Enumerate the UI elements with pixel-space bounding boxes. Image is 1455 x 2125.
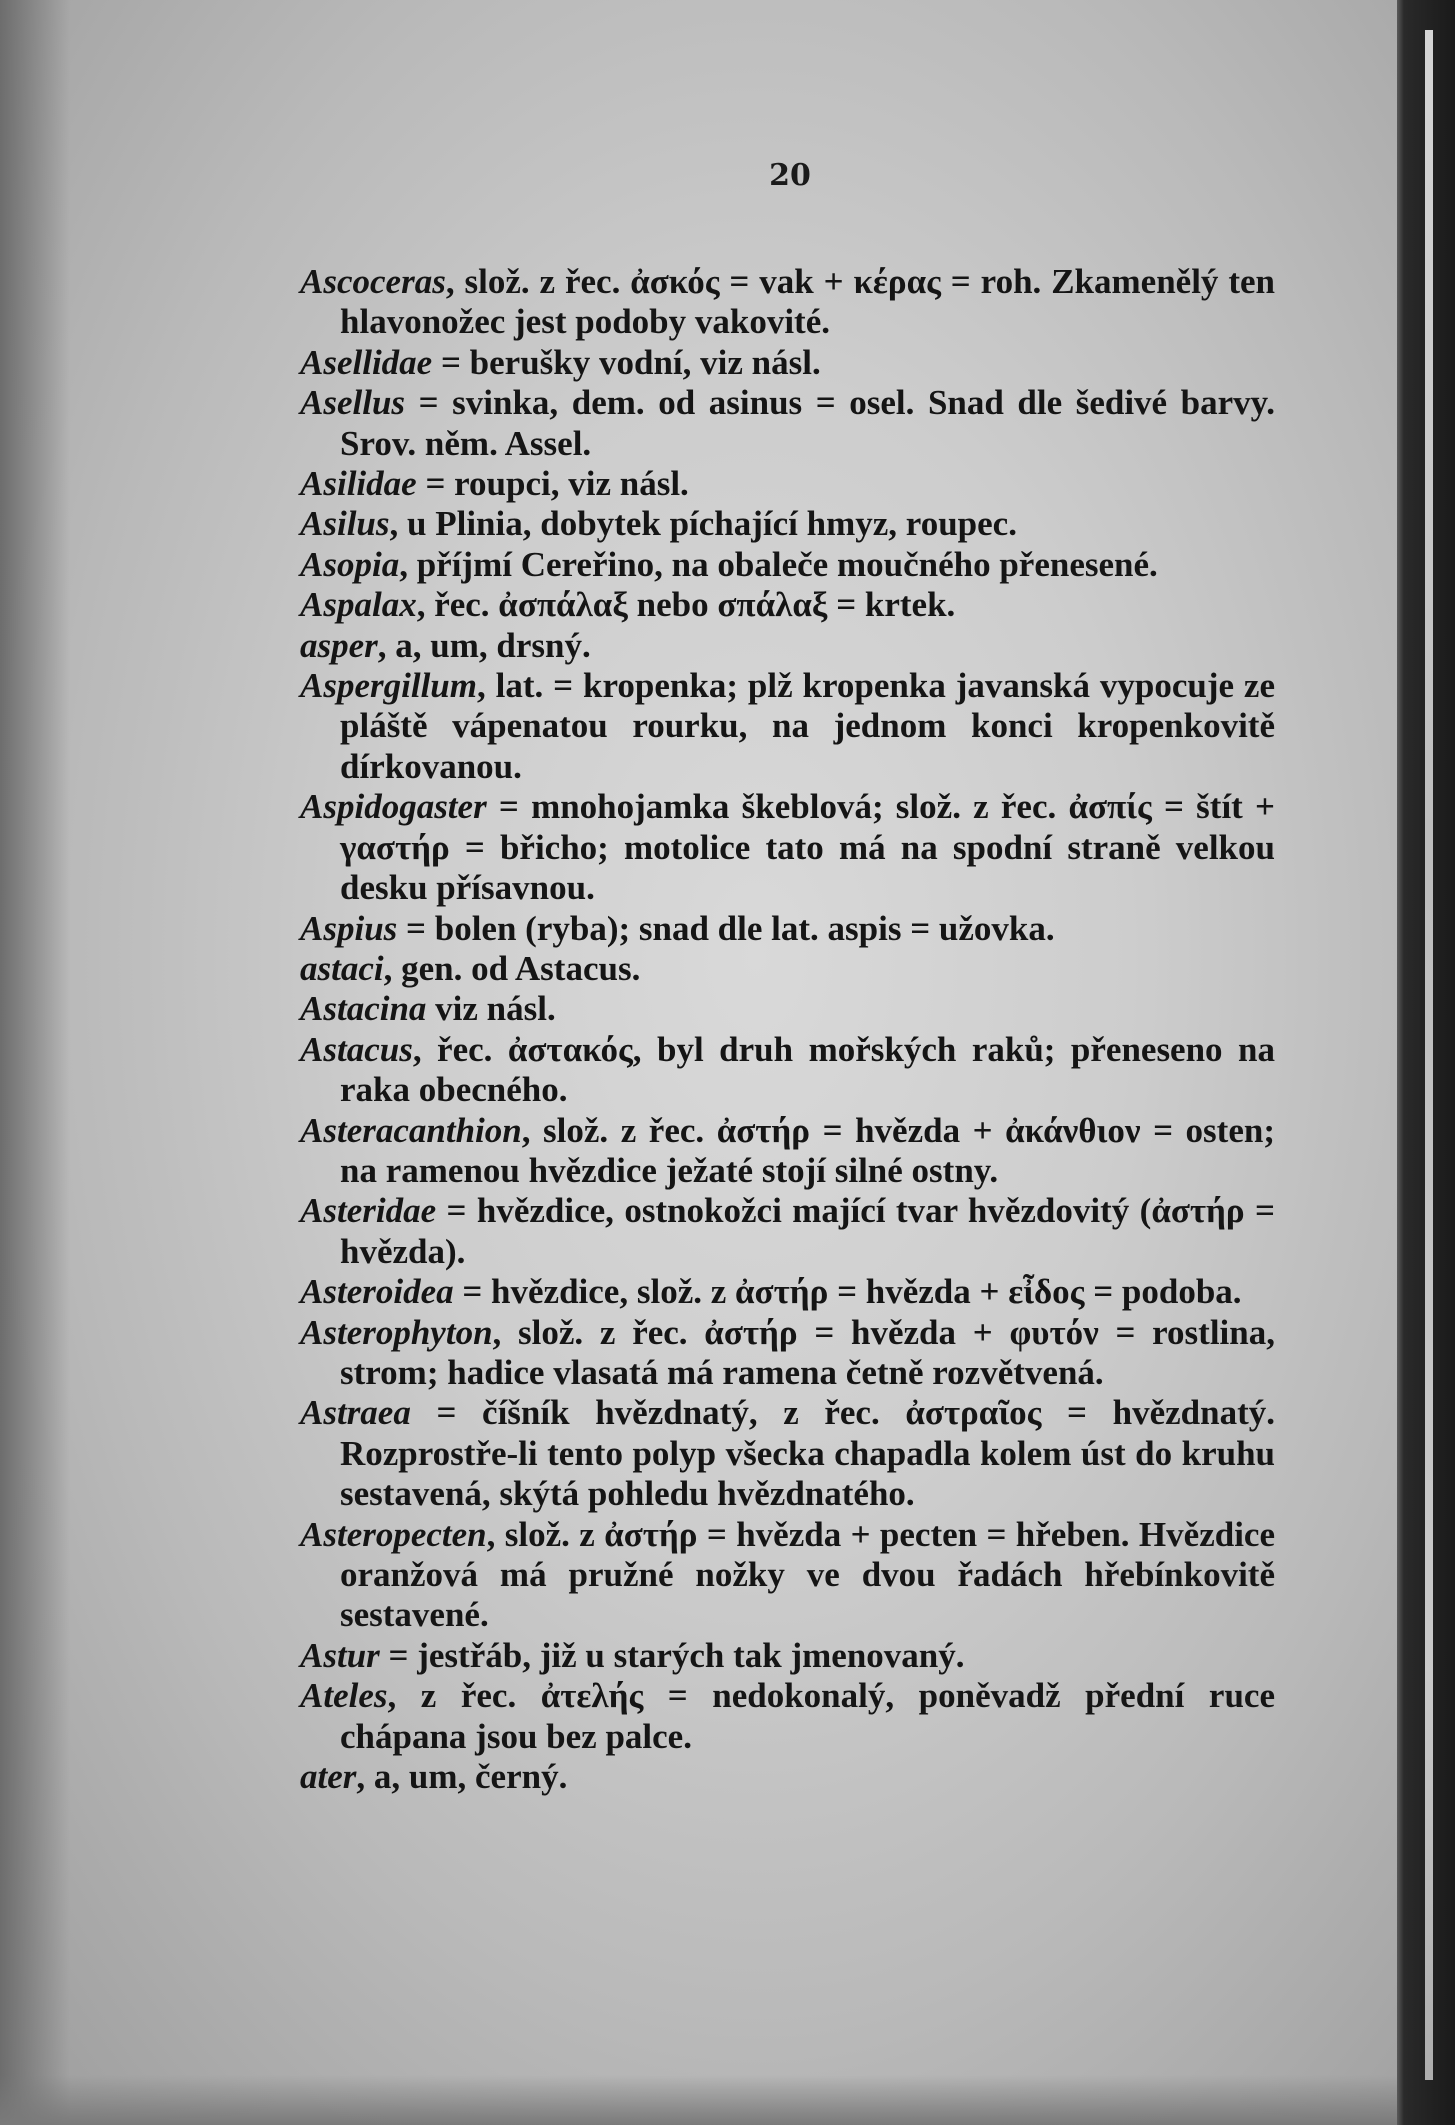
- dictionary-entry: [300, 262, 1275, 343]
- dictionary-entry: [300, 626, 1275, 666]
- dictionary-entry: [300, 585, 1275, 625]
- entry-text: , gen. od Astacus.: [383, 948, 641, 988]
- entry-text: , řec. ἀστακός, byl druh mořských raků; přeneseno na raka obecného.: [340, 1029, 1275, 1110]
- entry-headword: Asteropecten: [300, 1514, 487, 1554]
- dictionary-entry: [300, 504, 1275, 544]
- dictionary-entry: [300, 1393, 1275, 1514]
- entry-headword: Ateles: [300, 1676, 388, 1716]
- entry-headword: Asteracanthion: [300, 1110, 522, 1150]
- entry-text: = mnohojamka škeblová; slož. z řec. ἀσπίς = štít + γαστήρ = břicho; motolice tato má na spodní straně velkou desku přísavnou.: [340, 787, 1275, 908]
- entry-headword: Asterophyton: [300, 1312, 493, 1352]
- bottom-page-shadow: [0, 2075, 1455, 2125]
- dictionary-entry: [300, 666, 1275, 787]
- dictionary-entry: [300, 909, 1275, 949]
- entry-headword: Asilus: [300, 504, 390, 544]
- dictionary-entry: [300, 1272, 1275, 1312]
- dictionary-entry: [300, 1313, 1275, 1394]
- entry-headword: asper: [300, 625, 378, 665]
- dictionary-entry: [300, 1515, 1275, 1636]
- entry-headword: Astacus: [300, 1029, 413, 1069]
- entry-headword: Asellidae: [300, 342, 433, 382]
- entry-text: , příjmí Cereřino, na obaleče moučného přenesené.: [399, 544, 1158, 584]
- dictionary-entry: [300, 1030, 1275, 1111]
- entry-headword: Ascoceras: [300, 262, 446, 301]
- entry-headword: Aspidogaster: [300, 787, 487, 827]
- dictionary-entry: [300, 1676, 1275, 1757]
- entry-headword: Aspergillum: [300, 666, 477, 706]
- dictionary-entry: [300, 989, 1275, 1029]
- page-number: 20: [769, 158, 811, 193]
- entry-text: , slož. z řec. ἀστήρ = hvězda + φυτόν = rostlina, strom; hadice vlasatá má ramena četně rozvětvená.: [340, 1312, 1275, 1392]
- entry-headword: Asopia: [300, 544, 400, 584]
- dictionary-entry: [300, 383, 1275, 464]
- entry-text: = berušky vodní, viz násl.: [432, 342, 821, 382]
- entry-headword: Astacina: [300, 989, 427, 1029]
- dictionary-entry: [300, 545, 1275, 585]
- page-edge-highlight: [1425, 30, 1433, 2080]
- entry-headword: Astur: [300, 1635, 380, 1675]
- entry-text: viz násl.: [426, 989, 556, 1029]
- entry-headword: Asilidae: [300, 464, 417, 504]
- entry-text: , slož. z řec. ἀσκός = vak + κέρας = roh. Zkamenělý ten hlavonožec jest podoby vakovité.: [340, 262, 1275, 342]
- dictionary-entry: [300, 1757, 1275, 1797]
- entry-headword: astaci: [300, 948, 384, 988]
- dictionary-entry: [300, 1636, 1275, 1676]
- entry-text: = hvězdice, ostnokožci mající tvar hvězdovitý (ἀστήρ = hvězda).: [340, 1191, 1275, 1271]
- entry-text: = číšník hvězdnatý, z řec. ἀστραῖος = hvězdnatý. Rozprostře-li tento polyp všecka chapadla kolem úst do kruhu sestavená, skýtá pohledu hvězdnatého.: [340, 1393, 1275, 1514]
- entry-headword: Asellus: [300, 383, 406, 423]
- entry-headword: Asteroidea: [300, 1272, 454, 1312]
- entry-headword: Aspius: [300, 908, 398, 948]
- entry-text: , u Plinia, dobytek píchající hmyz, roupec.: [389, 504, 1017, 544]
- entry-headword: ater: [300, 1757, 357, 1797]
- entry-headword: Astraea: [300, 1393, 411, 1433]
- entry-text: , slož. z ἀστήρ = hvězda + pecten = hřeben. Hvězdice oranžová má pružné nožky ve dvou řadách hřebínkovitě sestavené.: [340, 1514, 1275, 1635]
- entry-text: = svinka, dem. od asinus = osel. Snad dle šedivé barvy. Srov. něm. Assel.: [340, 383, 1275, 463]
- entry-text: = bolen (ryba); snad dle lat. aspis = užovka.: [397, 908, 1055, 948]
- entry-text: , a, um, drsný.: [377, 625, 591, 665]
- dictionary-entry: [300, 787, 1275, 908]
- entry-text: , lat. = kropenka; plž kropenka javanská vypocuje ze pláště vápenatou rourku, na jednom konci kropenkovitě dírkovanou.: [340, 666, 1275, 786]
- entry-text: , a, um, černý.: [356, 1757, 568, 1797]
- entry-text: = hvězdice, slož. z ἀστήρ = hvězda + εἶδος = podoba.: [453, 1272, 1242, 1312]
- entry-text: , řec. ἀσπάλαξ nebo σπάλαξ = krtek.: [416, 585, 956, 625]
- entry-text: , z řec. ἀτελής = nedokonalý, poněvadž přední ruce chápana jsou bez palce.: [340, 1676, 1275, 1756]
- entry-headword: Aspalax: [300, 585, 417, 625]
- dictionary-entry: [300, 464, 1275, 504]
- dictionary-entries: [300, 262, 1275, 1797]
- left-page-shadow: [0, 0, 70, 2125]
- dictionary-entry: [300, 949, 1275, 989]
- entry-text: = jestřáb, již u starých tak jmenovaný.: [379, 1635, 965, 1675]
- entry-text: , slož. z řec. ἀστήρ = hvězda + ἀκάνθιον = osten; na ramenou hvězdice ježaté stojí silné ostny.: [340, 1110, 1275, 1190]
- dictionary-entry: [300, 343, 1275, 383]
- entry-text: = roupci, viz násl.: [416, 464, 689, 504]
- dictionary-entry: [300, 1191, 1275, 1272]
- dictionary-entry: [300, 1111, 1275, 1192]
- entry-headword: Asteridae: [300, 1191, 437, 1231]
